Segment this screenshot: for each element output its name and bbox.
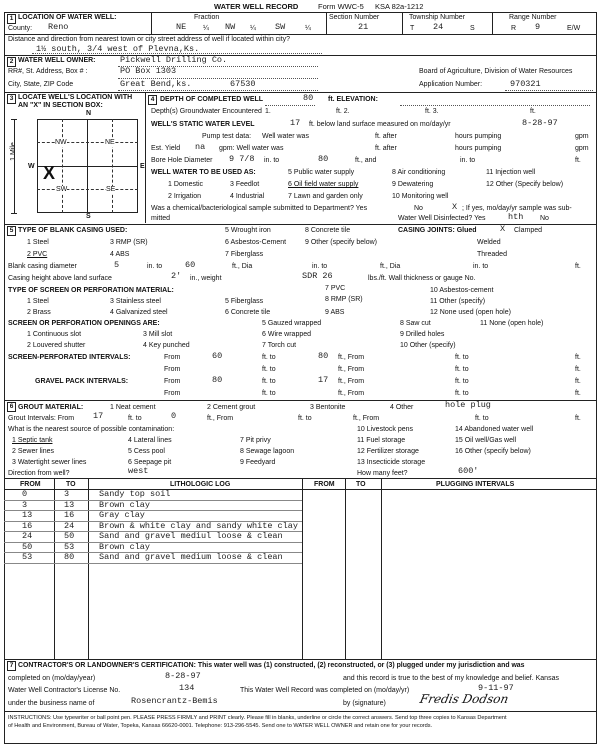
- yield-text: gpm: Well water was: [219, 145, 284, 152]
- casing-dia-ft: ft., Dia: [380, 263, 401, 270]
- contam-insecticide[interactable]: 13 Insecticide storage: [357, 459, 426, 466]
- grout-ft-from-2: ft., From: [353, 415, 380, 422]
- perf-from-2: From: [164, 366, 181, 373]
- completed-tail: and this record is true to the best of my knowledge and belief. Kansas: [343, 675, 559, 682]
- contam-lateral[interactable]: 4 Lateral lines: [128, 437, 172, 444]
- log-header-lithology: LITHOLOGIC LOG: [170, 481, 231, 488]
- yield-hours: hours pumping: [455, 145, 502, 152]
- ne-quarter: NE: [105, 139, 115, 146]
- gravel-label: GRAVEL PACK INTERVALS:: [35, 378, 129, 385]
- opening-none[interactable]: 11 None (open hole): [480, 320, 544, 327]
- bore-and: ft., and: [355, 157, 377, 164]
- screen-stainless[interactable]: 3 Stainless steel: [110, 298, 161, 305]
- record-label: This Water Well Record was completed on (mo/day/yr): [240, 687, 410, 694]
- log-lithology[interactable]: Sandy top soil: [99, 489, 171, 499]
- depth-label: DEPTH OF COMPLETED WELL: [160, 96, 264, 103]
- application-label: Application Number:: [419, 81, 483, 88]
- address-label: RR#, St. Address, Box # :: [8, 68, 88, 75]
- gw-3: ft. 3.: [425, 108, 439, 115]
- perf-end-2: ft.: [575, 366, 581, 373]
- screen-galvanized[interactable]: 4 Galvanized steel: [110, 309, 168, 316]
- use-public[interactable]: 5 Public water supply: [288, 169, 355, 176]
- use-monitoring[interactable]: 10 Monitoring well: [392, 193, 449, 200]
- perf-ft-to-2: ft. to: [455, 354, 469, 361]
- county-value[interactable]: Reno: [48, 22, 69, 32]
- gravel-ft-from: ft., From: [338, 378, 365, 385]
- screen-brass[interactable]: 2 Brass: [27, 309, 51, 316]
- log-lithology[interactable]: Brown & white clay and sandy white clay: [99, 520, 298, 531]
- gravel-ft-from-2: ft., From: [338, 390, 365, 397]
- opening-wire[interactable]: 6 Wire wrapped: [262, 331, 312, 338]
- gravel-from-value[interactable]: 80: [212, 375, 223, 385]
- section-number-1: 1: [7, 14, 16, 24]
- depth-value[interactable]: 80: [303, 93, 314, 103]
- location-label: LOCATION OF WATER WELL:: [18, 14, 117, 21]
- owner-zip[interactable]: 67530: [230, 79, 256, 89]
- mile-label: 1 Mile: [9, 142, 17, 161]
- gravel-ft-to: ft. to: [262, 378, 276, 385]
- license-label: Water Well Contractor's License No.: [8, 687, 121, 694]
- gravel-end-2: ft.: [575, 390, 581, 397]
- board-label: Board of Agriculture, Division of Water Resources: [419, 68, 573, 75]
- casing-dia-in3: in. to: [473, 263, 489, 270]
- log-to[interactable]: 53: [64, 541, 75, 552]
- screen-fiberglass[interactable]: 5 Fiberglass: [225, 298, 264, 305]
- grout-bentonite[interactable]: 3 Bentonite: [310, 404, 346, 411]
- county-label: County:: [8, 25, 33, 32]
- log-from[interactable]: 53: [22, 552, 33, 562]
- township-s: S: [470, 25, 475, 32]
- row-rule: [4, 510, 302, 511]
- screen-rmp[interactable]: 8 RMP (SR): [325, 296, 363, 303]
- casing-height[interactable]: 2': [171, 271, 182, 281]
- log-header-plug-from: FROM: [314, 481, 335, 488]
- business-name[interactable]: Rosencrantz-Bemis: [131, 696, 218, 706]
- log-from[interactable]: 50: [22, 541, 33, 552]
- static-level-date[interactable]: 8-28-97: [522, 118, 558, 128]
- perf-end: ft.: [575, 354, 581, 361]
- casing-abs[interactable]: 4 ABS: [110, 251, 130, 258]
- log-header-plugging: PLUGGING INTERVALS: [436, 481, 515, 488]
- direction-label: Direction from well?: [8, 470, 70, 477]
- screen-abs[interactable]: 9 ABS: [325, 309, 345, 316]
- casing-joints-x[interactable]: X: [500, 224, 506, 234]
- casing-welded[interactable]: Welded: [477, 239, 501, 246]
- screen-concrete[interactable]: 6 Concrete tile: [225, 309, 271, 316]
- log-lithology[interactable]: Brown clay: [99, 541, 151, 552]
- casing-dia-in2: in. to: [312, 263, 328, 270]
- pump-test-label: Pump test data:: [202, 133, 252, 140]
- gravel-end: ft.: [575, 378, 581, 385]
- opening-continuous[interactable]: 1 Continuous slot: [27, 331, 82, 338]
- ksa-ref: KSA 82a-1212: [375, 2, 424, 11]
- grout-ft-from: ft., From: [207, 415, 234, 422]
- grout-to-value[interactable]: 0: [171, 411, 177, 421]
- opening-drilled[interactable]: 9 Drilled holes: [400, 331, 445, 338]
- perf-ft-from: ft., From: [338, 354, 365, 361]
- casing-weight-tail: lbs./ft. Wall thickness or gauge No.: [368, 275, 476, 282]
- gw-end: ft.: [530, 108, 536, 115]
- grout-cement[interactable]: 2 Cement grout: [207, 404, 256, 411]
- row-rule: [4, 563, 302, 564]
- log-lithology[interactable]: Gray clay: [99, 510, 145, 520]
- section-number-2: 2: [7, 57, 16, 67]
- grout-ft-to: ft. to: [128, 415, 142, 422]
- grout-other[interactable]: 4 Other: [390, 404, 414, 411]
- yield-label: Est. Yield: [151, 145, 181, 152]
- grout-other-value[interactable]: hole plug: [445, 400, 491, 410]
- disinfect-no: No: [540, 215, 549, 222]
- contam-oil[interactable]: 15 Oil well/Gas well: [455, 437, 517, 444]
- casing-dia-in: in. to: [147, 263, 163, 270]
- pump-hours: hours pumping: [455, 133, 502, 140]
- instructions-2: of Health and Environment, Bureau of Water, Topeka, Kansas 66620-0001. Telephone: 913-296-5545. Send one to WATER WELL OWNER and retain one for your records.: [8, 723, 433, 729]
- casing-pvc[interactable]: 2 PVC: [27, 251, 48, 258]
- fraction-2[interactable]: NW: [225, 22, 236, 32]
- grout-from-value[interactable]: 17: [93, 411, 104, 421]
- openings-label: SCREEN OR PERFORATION OPENINGS ARE:: [8, 320, 160, 327]
- quarter-mark-3: ¼: [305, 25, 311, 32]
- range-ew: E/W: [567, 25, 581, 32]
- contam-fuel[interactable]: 11 Fuel storage: [357, 437, 406, 444]
- business-label: under the business name of: [8, 700, 95, 707]
- completed-label: completed on (mo/day/year): [8, 675, 96, 682]
- contam-abandoned[interactable]: 14 Abandoned water well: [455, 426, 534, 433]
- perf-from-value[interactable]: 60: [212, 351, 223, 361]
- distance-label: Distance and direction from nearest town or city street address of well if located within city?: [8, 36, 291, 43]
- use-other[interactable]: 12 Other (Specify below): [486, 181, 564, 188]
- use-oil-field[interactable]: 6 Oil field water supply: [288, 181, 359, 188]
- use-lawn[interactable]: 7 Lawn and garden only: [288, 193, 363, 200]
- east-label: E: [140, 163, 145, 170]
- contam-other[interactable]: 16 Other (specify below): [455, 448, 531, 455]
- static-level-label: WELL'S STATIC WATER LEVEL: [151, 121, 255, 128]
- fraction-1[interactable]: NE: [176, 22, 187, 32]
- row-rule: [4, 542, 302, 543]
- bore-value[interactable]: 9 7/8: [229, 154, 255, 164]
- log-header-to: TO: [66, 481, 76, 488]
- contam-feedyard[interactable]: 9 Feedyard: [240, 459, 276, 466]
- bore-label: Bore Hole Diameter: [151, 157, 213, 164]
- perf-ft-from-2: ft., From: [338, 366, 365, 373]
- perf-ft-to: ft. to: [262, 354, 276, 361]
- casing-asbestos[interactable]: 6 Asbestos-Cement: [225, 239, 287, 246]
- perf-label: SCREEN-PERFORATED INTERVALS:: [8, 354, 131, 361]
- opening-other[interactable]: 10 Other (specify): [400, 342, 456, 349]
- city-label: City, State, ZIP Code: [8, 81, 74, 88]
- grout-ft-to-2: ft. to: [298, 415, 312, 422]
- log-header-from: FROM: [20, 481, 41, 488]
- section-number-6: 6: [7, 402, 16, 412]
- section-number-3: 3: [7, 94, 16, 104]
- grout-neat[interactable]: 1 Neat cement: [110, 404, 156, 411]
- chem-x[interactable]: X: [452, 202, 458, 212]
- use-industrial[interactable]: 4 Industrial: [230, 193, 265, 200]
- owner-name[interactable]: Pickwell Drilling Co.: [120, 55, 228, 65]
- contam-pit[interactable]: 7 Pit privy: [240, 437, 271, 444]
- perf-to-value[interactable]: 80: [318, 351, 329, 361]
- perf-ft-to-4: ft. to: [455, 366, 469, 373]
- opening-key[interactable]: 4 Key punched: [143, 342, 190, 349]
- how-many-label: How many feet?: [357, 470, 408, 477]
- casing-steel[interactable]: 1 Steel: [27, 239, 49, 246]
- se-quarter: SE: [106, 186, 116, 193]
- section-label: Section Number: [329, 14, 380, 21]
- disinfect-label: Water Well Disinfected? Yes: [398, 215, 486, 222]
- log-lithology[interactable]: Sand and gravel mediul loose & clean: [99, 531, 283, 541]
- contam-seepage[interactable]: 6 Seepage pit: [128, 459, 172, 466]
- instructions-1: INSTRUCTIONS: Use typewriter or ball point pen. PLEASE PRESS FIRMLY and PRINT clearly. Please fill in blanks, underline or circle the correct answers. Send top three copies to Kansas Department: [8, 715, 507, 721]
- casing-joints: CASING JOINTS: Glued: [398, 227, 477, 234]
- contam-watertight[interactable]: 3 Watertight sewer lines: [12, 459, 87, 466]
- screen-asbestos[interactable]: 10 Asbestos-cement: [430, 287, 494, 294]
- screen-other[interactable]: 11 Other (specify): [430, 298, 486, 305]
- grout-ft-to-3: ft. to: [475, 415, 489, 422]
- range-r: R: [511, 25, 517, 32]
- fraction-label: Fraction: [194, 14, 220, 21]
- log-from[interactable]: 3: [22, 499, 28, 510]
- casing-height-in: in., weight: [190, 275, 222, 282]
- gravel-ft-to-4: ft. to: [455, 390, 469, 397]
- north-label: N: [86, 110, 92, 117]
- gravel-ft-to-2: ft. to: [455, 378, 469, 385]
- log-header-plug-to: TO: [356, 481, 366, 488]
- gravel-ft-to-3: ft. to: [262, 390, 276, 397]
- casing-rmp[interactable]: 3 RMP (SR): [110, 239, 148, 246]
- use-label: WELL WATER TO BE USED AS:: [151, 169, 256, 176]
- opening-gauzed[interactable]: 5 Gauzed wrapped: [262, 320, 322, 327]
- yield-value[interactable]: na: [195, 142, 206, 152]
- groundwater-label: Depth(s) Groundwater Encountered: [151, 108, 262, 115]
- section-number-7: 7: [7, 661, 16, 671]
- log-from[interactable]: 24: [22, 531, 33, 541]
- contam-septic[interactable]: 1 Septic tank: [12, 437, 53, 444]
- south-label: S: [86, 213, 91, 220]
- yield-gpm: gpm: [575, 145, 589, 152]
- contam-sewer[interactable]: 2 Sewer lines: [12, 448, 55, 455]
- log-to[interactable]: 50: [64, 531, 75, 541]
- casing-dia-rest: ft., Dia: [232, 263, 253, 270]
- log-from[interactable]: 13: [22, 510, 33, 520]
- signature-label: by (signature): [343, 700, 386, 707]
- section-number-4: 4: [148, 95, 157, 105]
- casing-label: TYPE OF BLANK CASING USED:: [18, 227, 128, 234]
- grout-intervals-label: Grout Intervals: From: [8, 415, 75, 422]
- chem-mitted: mitted: [151, 215, 171, 222]
- completed-date[interactable]: 8-28-97: [165, 671, 201, 681]
- quarter-mark-2: ¼: [250, 25, 256, 32]
- casing-height-label: Casing height above land surface: [8, 275, 112, 282]
- use-injection[interactable]: 11 Injection well: [486, 169, 536, 176]
- perf-from: From: [164, 354, 181, 361]
- gravel-from-2: From: [164, 390, 181, 397]
- owner-city[interactable]: Great Bend,ks.: [120, 79, 192, 89]
- log-to[interactable]: 80: [64, 552, 75, 562]
- log-to[interactable]: 13: [64, 499, 75, 510]
- west-label: W: [28, 163, 35, 170]
- screen-none[interactable]: 12 None used (open hole): [430, 309, 511, 316]
- casing-fiberglass[interactable]: 7 Fiberglass: [225, 251, 264, 258]
- quarter-mark-1: ¼: [203, 25, 209, 32]
- chem-question: Was a chemical/bacteriological sample submitted to Department? Yes: [151, 205, 368, 212]
- gw-2: ft. 2.: [336, 108, 350, 115]
- form-title: WATER WELL RECORD: [214, 2, 299, 11]
- range-label: Range Number: [509, 14, 557, 21]
- casing-diameter-label: Blank casing diameter: [8, 263, 77, 270]
- gravel-from: From: [164, 378, 181, 385]
- license-number[interactable]: 134: [179, 683, 195, 693]
- section-value[interactable]: 21: [358, 22, 369, 32]
- casing-wrought[interactable]: 5 Wrought iron: [225, 227, 271, 234]
- certification-text: CONTRACTOR'S OR LANDOWNER'S CERTIFICATION: This water well was (1) constructed, (2) reconstructed, or (3) plugged under my jurisdiction and was: [18, 662, 525, 669]
- direction-value[interactable]: west: [128, 466, 149, 476]
- casing-threaded[interactable]: Threaded: [477, 251, 507, 258]
- use-irrigation[interactable]: 2 Irrigation: [168, 193, 202, 200]
- chem-no: No: [414, 205, 423, 212]
- fraction-3[interactable]: SW: [275, 22, 286, 32]
- log-to[interactable]: 24: [64, 520, 75, 531]
- grout-end: ft.: [575, 415, 581, 422]
- perf-ft-to-3: ft. to: [262, 366, 276, 373]
- township-value[interactable]: 24: [433, 22, 444, 32]
- section-number-5: 5: [7, 226, 16, 236]
- casing-diameter[interactable]: 5: [114, 260, 120, 270]
- casing-weight[interactable]: SDR 26: [302, 271, 333, 281]
- locate-label: LOCATE WELL'S LOCATION WITH: [18, 94, 133, 101]
- screen-pvc[interactable]: 7 PVC: [325, 285, 346, 292]
- owner-label: WATER WELL OWNER:: [18, 57, 96, 64]
- yield-after: ft. after: [375, 145, 397, 152]
- log-lithology[interactable]: Brown clay: [99, 499, 151, 510]
- log-to[interactable]: 16: [64, 510, 75, 520]
- nw-quarter: NW: [55, 139, 67, 146]
- casing-dia-to[interactable]: 60: [185, 260, 196, 270]
- owner-address[interactable]: PO Box 1303: [120, 66, 177, 76]
- pump-gpm: gpm: [575, 133, 589, 140]
- grout-label: GROUT MATERIAL:: [18, 404, 84, 411]
- screen-label: TYPE OF SCREEN OR PERFORATION MATERIAL:: [8, 287, 174, 294]
- static-level-value[interactable]: 17: [290, 118, 301, 128]
- casing-concrete[interactable]: 8 Concrete tile: [305, 227, 351, 234]
- well-location-mark[interactable]: X: [43, 163, 56, 183]
- township-label: Township Number: [409, 14, 466, 21]
- pump-test-text: Well water was: [262, 133, 309, 140]
- chem-tail: ; If yes, mo/day/yr sample was sub-: [462, 205, 572, 212]
- application-number[interactable]: 970321: [510, 79, 541, 89]
- log-lithology[interactable]: Sand and gravel medium loose & clean: [99, 552, 283, 562]
- opening-mill[interactable]: 3 Mill slot: [143, 331, 173, 338]
- use-dewatering[interactable]: 9 Dewatering: [392, 181, 434, 188]
- static-level-text: ft. below land surface measured on mo/day/yr: [309, 121, 451, 128]
- sw-quarter: SW: [56, 186, 68, 193]
- row-rule: [4, 500, 302, 501]
- bore-to-value[interactable]: 80: [318, 154, 329, 164]
- casing-dia-end: ft.: [575, 263, 581, 270]
- log-from[interactable]: 0: [22, 489, 28, 499]
- use-air[interactable]: 8 Air conditioning: [392, 169, 446, 176]
- opening-saw[interactable]: 8 Saw cut: [400, 320, 431, 327]
- distance-value[interactable]: 1½ south, 3/4 west of Plevna,Ks.: [36, 44, 200, 54]
- screen-steel[interactable]: 1 Steel: [27, 298, 49, 305]
- contam-lagoon[interactable]: 8 Sewage lagoon: [240, 448, 295, 455]
- casing-other[interactable]: 9 Other (specify below): [305, 239, 377, 246]
- bore-end: ft.: [575, 157, 581, 164]
- contam-livestock[interactable]: 10 Livestock pens: [357, 426, 414, 433]
- log-from[interactable]: 16: [22, 520, 33, 531]
- contam-label: What is the nearest source of possible contamination:: [8, 426, 175, 433]
- township-t: T: [410, 25, 415, 32]
- disinfect-value[interactable]: hth: [508, 212, 524, 222]
- bore-in-to: in. to: [264, 157, 280, 164]
- bore-in-to-2: in. to: [460, 157, 476, 164]
- signature: Fredis Dodson: [418, 692, 510, 706]
- use-domestic[interactable]: 1 Domestic: [168, 181, 204, 188]
- locate-label-2: AN "X" IN SECTION BOX:: [18, 102, 103, 109]
- range-value[interactable]: 9: [535, 22, 541, 32]
- record-date[interactable]: 9-11-97: [478, 683, 514, 693]
- feet-value[interactable]: 600': [458, 466, 479, 476]
- pump-after: ft. after: [375, 133, 397, 140]
- log-to[interactable]: 3: [64, 489, 70, 499]
- use-feedlot[interactable]: 3 Feedlot: [230, 181, 260, 188]
- opening-louvered[interactable]: 2 Louvered shutter: [27, 342, 86, 349]
- casing-clamped[interactable]: Clamped: [514, 227, 543, 234]
- form-number: Form WWC-5: [318, 2, 364, 11]
- elevation-label: ft. ELEVATION:: [328, 96, 378, 103]
- gravel-to-value[interactable]: 17: [318, 375, 329, 385]
- contam-cess[interactable]: 5 Cess pool: [128, 448, 165, 455]
- contam-fertilizer[interactable]: 12 Fertilizer storage: [357, 448, 419, 455]
- gw-1: 1.: [265, 108, 271, 115]
- opening-torch[interactable]: 7 Torch cut: [262, 342, 297, 349]
